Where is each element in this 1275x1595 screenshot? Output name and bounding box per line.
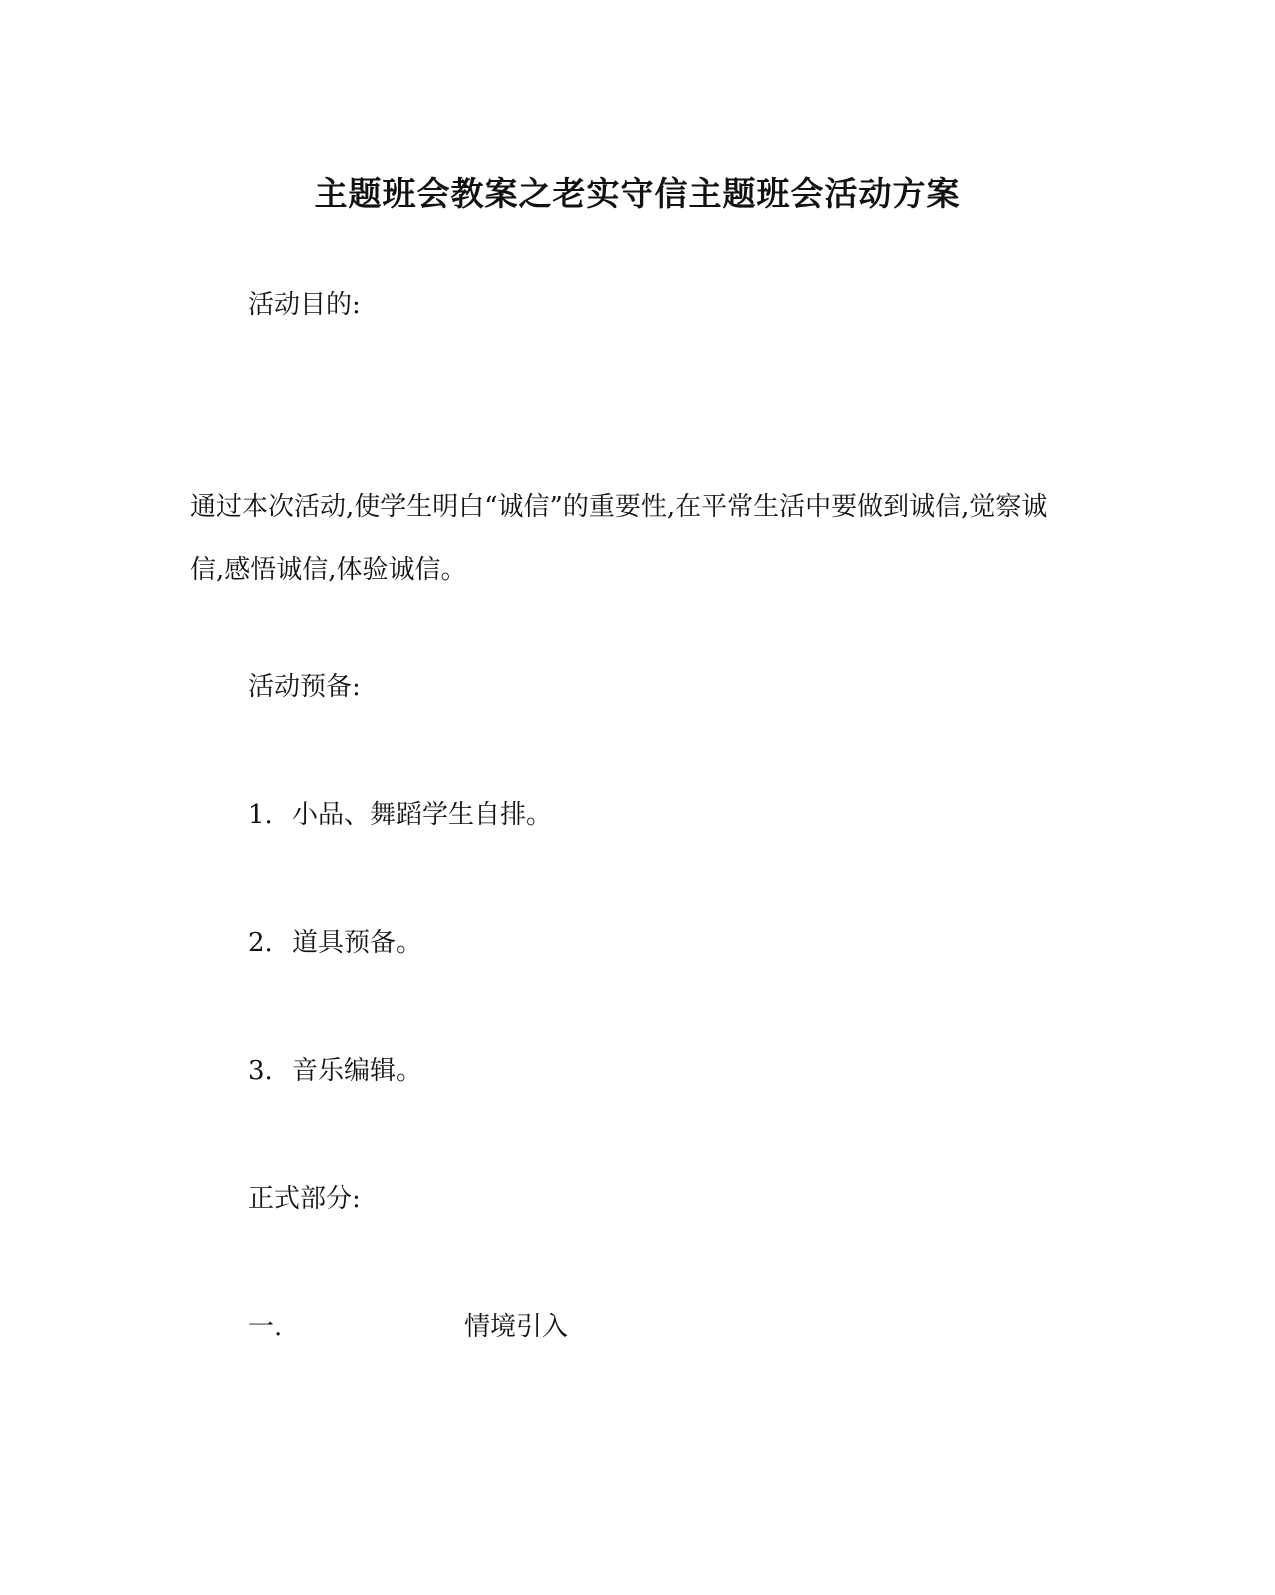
preparation-item-1 — [248, 797, 552, 833]
section-number: 一. — [248, 1312, 283, 1342]
formal-heading: 正式部分: — [248, 1184, 361, 1214]
preparation-item-3 — [248, 1053, 422, 1089]
preparation-item-2 — [248, 925, 422, 961]
list-number: 2. — [248, 928, 273, 958]
purpose-heading: 活动目的: — [248, 290, 361, 320]
section-title: 情境引入 — [464, 1312, 569, 1342]
preparation-heading: 活动预备: — [248, 672, 361, 702]
list-item-text: 小品、舞蹈学生自排。 — [292, 800, 553, 830]
list-item-text: 音乐编辑。 — [292, 1056, 423, 1086]
purpose-paragraph: 通过本次活动,使学生明白“诚信”的重要性,在平常生活中要做到诚信,觉察诚信,感悟诚信,体验诚信。 — [190, 492, 1048, 585]
list-number: 3. — [248, 1056, 273, 1086]
list-number: 1. — [248, 800, 273, 830]
list-item-text: 道具预备。 — [292, 928, 423, 958]
document-title: 主题班会教案之老实守信主题班会活动方案 — [314, 174, 961, 213]
